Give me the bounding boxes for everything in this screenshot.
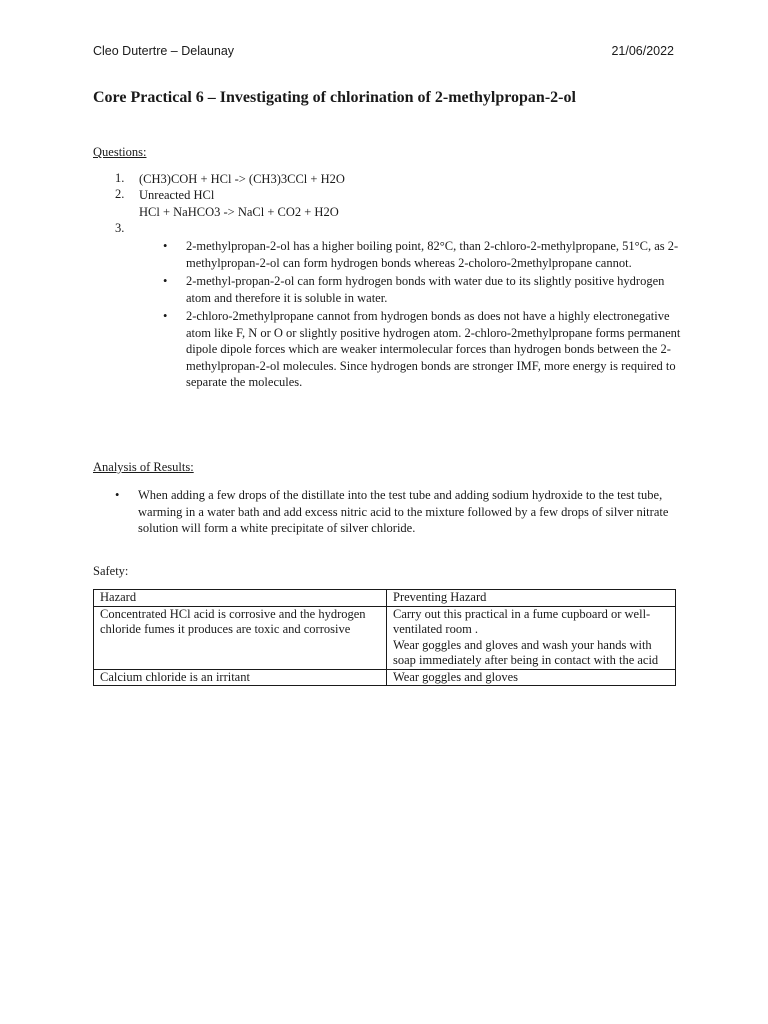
prevention-cell: Wear goggles and gloves: [387, 669, 676, 686]
question-number-2: 2.: [115, 187, 125, 201]
bullet-icon: •: [163, 309, 168, 323]
analysis-heading: Analysis of Results:: [93, 460, 194, 474]
question-number-3: 3.: [115, 221, 125, 235]
table-row: [94, 606, 676, 669]
list-item: [163, 238, 683, 271]
question-3-bullet-list: [163, 238, 683, 393]
analysis-bullet-list: [115, 487, 680, 537]
author-name: Cleo Dutertre – Delaunay: [93, 44, 235, 58]
list-item: [163, 308, 683, 391]
bullet-icon: •: [163, 274, 168, 288]
question-answer-2-line1: Unreacted HCl: [139, 188, 215, 202]
questions-heading: Questions:: [93, 145, 147, 159]
list-item: [115, 487, 680, 537]
safety-heading: Safety:: [93, 564, 129, 578]
page-title: Core Practical 6 – Investigating of chlorination of 2-methylpropan-2-ol: [93, 89, 576, 106]
column-header-hazard: Hazard: [94, 590, 387, 607]
list-item: [163, 273, 683, 306]
safety-table: [93, 589, 676, 686]
column-header-preventing-hazard: Preventing Hazard: [387, 590, 676, 607]
list-item-text: When adding a few drops of the distillate into the test tube and adding sodium hydroxide to the test tube, warming in a water bath and add excess nitric acid to the mixture followed by a few drops of silver nitrate solution will form a white precipitate of silver chloride.: [138, 488, 669, 535]
bullet-icon: •: [163, 239, 168, 253]
list-item-text: 2-methyl-propan-2-ol can form hydrogen bonds with water due to its slightly positive hydrogen atom and therefore it is soluble in water.: [186, 274, 665, 305]
bullet-icon: •: [115, 488, 120, 502]
document-date: 21/06/2022: [611, 44, 674, 58]
hazard-cell: Calcium chloride is an irritant: [94, 669, 387, 686]
question-answer-1: (CH3)COH + HCl -> (CH3)3CCl + H2O: [139, 172, 345, 186]
prevention-cell: Carry out this practical in a fume cupboard or well-ventilated room . Wear goggles and gloves and wash your hands with soap immediately after being in contact with the acid: [387, 606, 676, 669]
question-number-1: 1.: [115, 171, 125, 185]
table-row: [94, 669, 676, 686]
list-item-text: 2-chloro-2methylpropane cannot from hydrogen bonds as does not have a highly electronegative atom like F, N or O or slightly positive hydrogen atom. 2-chloro-2methylpropane forms permanent dipole dipole forces which are weaker intermolecular forces than hydrogen bonds between the 2-methylpropan-2-ol molecules. Since hydrogen bonds are stronger IMF, more energy is required to separate the molecules.: [186, 309, 681, 389]
list-item-text: 2-methylpropan-2-ol has a higher boiling point, 82°C, than 2-chloro-2-methylpropane, 51°C, as 2-methylpropan-2-ol can form hydrogen bonds whereas 2-choloro-2methylpropane cannot.: [186, 239, 679, 270]
hazard-cell: Concentrated HCl acid is corrosive and the hydrogen chloride fumes it produces are toxic and corrosive: [94, 606, 387, 669]
question-answer-2-line2: HCl + NaHCO3 -> NaCl + CO2 + H2O: [139, 205, 339, 219]
table-header-row: [94, 590, 676, 607]
